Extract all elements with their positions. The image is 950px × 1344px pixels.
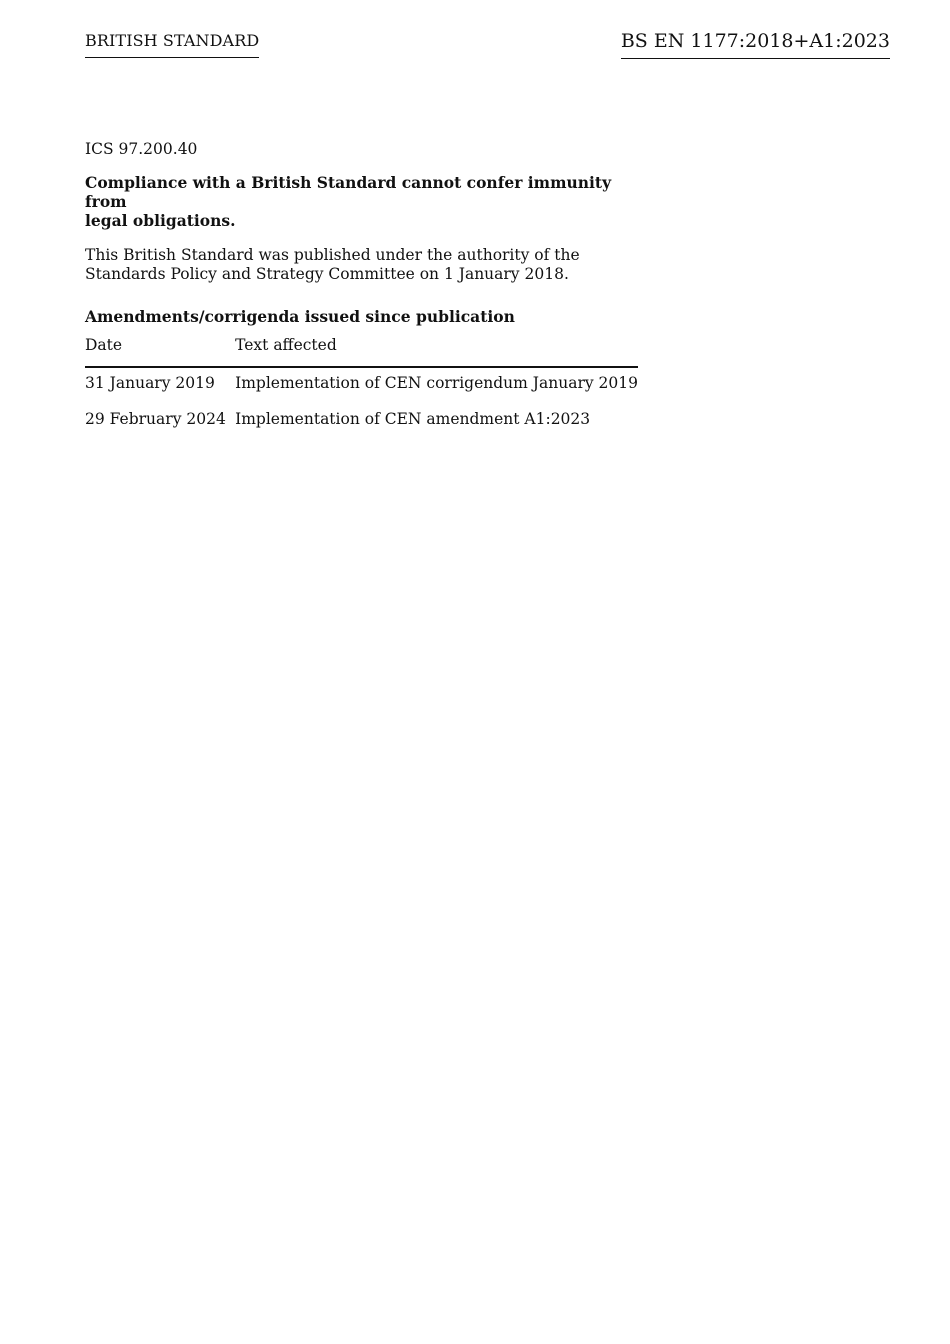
amendment-date: 29 February 2024 <box>85 410 226 428</box>
amendment-text: Implementation of CEN corrigendum January 2019 <box>235 374 638 392</box>
column-header-text-affected: Text affected <box>235 336 638 367</box>
compliance-line-2: legal obligations. <box>85 211 236 230</box>
table-row <box>85 367 638 404</box>
header-left-label: BRITISH STANDARD <box>85 31 259 58</box>
publication-statement <box>85 246 645 284</box>
standard-number: BS EN 1177:2018+A1:2023 <box>621 30 890 59</box>
compliance-line-1: Compliance with a British Standard cannot confer immunity from <box>85 173 612 211</box>
ics-code: ICS 97.200.40 <box>85 140 198 158</box>
amendment-date: 31 January 2019 <box>85 374 215 392</box>
amendments-table <box>85 336 638 440</box>
compliance-statement <box>85 173 645 230</box>
amendments-heading: Amendments/corrigenda issued since publication <box>85 307 515 326</box>
publication-line-1: This British Standard was published under the authority of the <box>85 246 580 264</box>
column-header-date: Date <box>85 336 235 367</box>
amendment-text: Implementation of CEN amendment A1:2023 <box>235 410 591 428</box>
table-row <box>85 404 638 440</box>
document-body <box>85 140 645 440</box>
table-header-row <box>85 336 638 367</box>
publication-line-2: Standards Policy and Strategy Committee on 1 January 2018. <box>85 265 569 283</box>
